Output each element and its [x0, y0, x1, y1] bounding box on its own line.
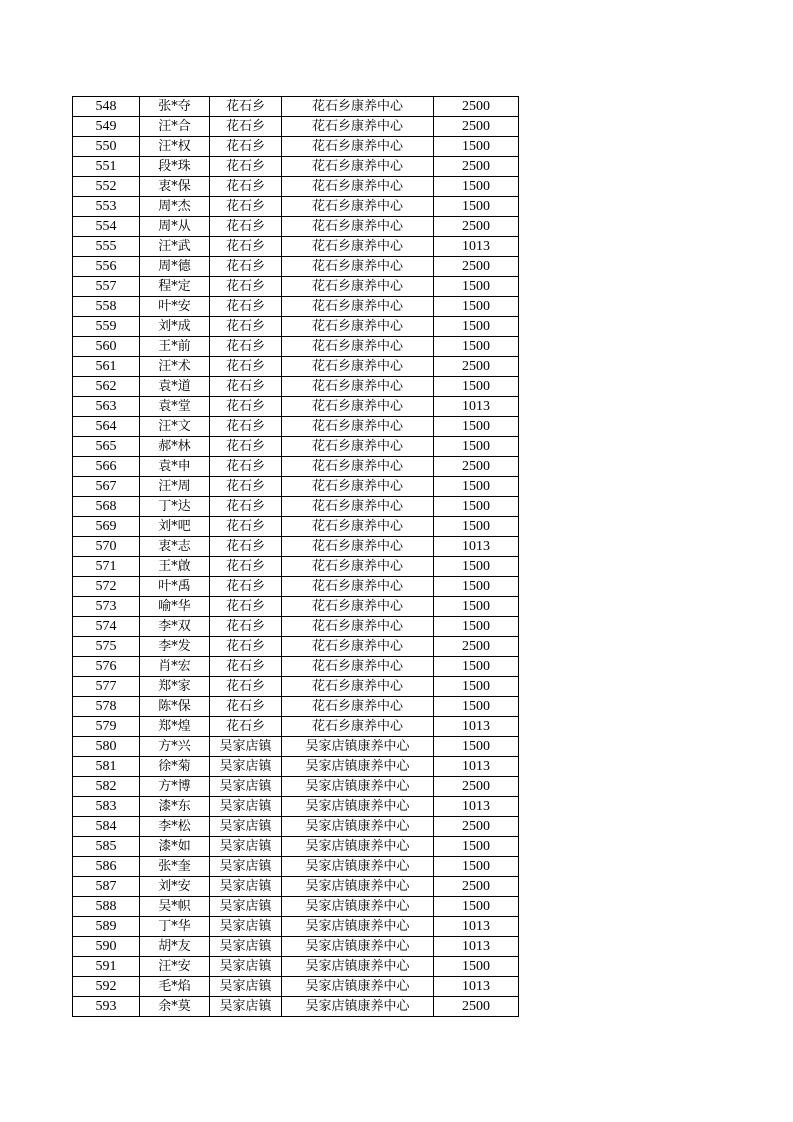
serial-number-cell: 576: [73, 657, 140, 677]
person-name-cell: 张*奎: [140, 857, 210, 877]
care-center-cell: 花石乡康养中心: [282, 697, 434, 717]
care-center-cell: 花石乡康养中心: [282, 377, 434, 397]
amount-cell: 2500: [434, 457, 519, 477]
township-cell: 花石乡: [210, 417, 282, 437]
person-name-cell: 衷*志: [140, 537, 210, 557]
township-cell: 吴家店镇: [210, 917, 282, 937]
table-row: [73, 477, 519, 497]
serial-number-cell: 583: [73, 797, 140, 817]
amount-cell: 2500: [434, 637, 519, 657]
person-name-cell: 郑*煌: [140, 717, 210, 737]
care-center-cell: 吴家店镇康养中心: [282, 957, 434, 977]
township-cell: 吴家店镇: [210, 977, 282, 997]
serial-number-cell: 553: [73, 197, 140, 217]
table-row: [73, 657, 519, 677]
care-center-cell: 花石乡康养中心: [282, 617, 434, 637]
table-row: [73, 257, 519, 277]
township-cell: 吴家店镇: [210, 757, 282, 777]
serial-number-cell: 555: [73, 237, 140, 257]
table-row: [73, 897, 519, 917]
township-cell: 花石乡: [210, 297, 282, 317]
person-name-cell: 张*夺: [140, 97, 210, 117]
care-center-cell: 吴家店镇康养中心: [282, 997, 434, 1017]
table-row: [73, 697, 519, 717]
amount-cell: 1500: [434, 337, 519, 357]
amount-cell: 1500: [434, 377, 519, 397]
serial-number-cell: 574: [73, 617, 140, 637]
person-name-cell: 吴*帜: [140, 897, 210, 917]
township-cell: 花石乡: [210, 257, 282, 277]
township-cell: 花石乡: [210, 137, 282, 157]
township-cell: 吴家店镇: [210, 817, 282, 837]
person-name-cell: 衷*保: [140, 177, 210, 197]
care-center-cell: 吴家店镇康养中心: [282, 977, 434, 997]
table-row: [73, 777, 519, 797]
person-name-cell: 李*双: [140, 617, 210, 637]
amount-cell: 1013: [434, 977, 519, 997]
care-center-cell: 花石乡康养中心: [282, 657, 434, 677]
table-row: [73, 97, 519, 117]
township-cell: 花石乡: [210, 717, 282, 737]
care-center-cell: 吴家店镇康养中心: [282, 917, 434, 937]
table-row: [73, 137, 519, 157]
township-cell: 吴家店镇: [210, 737, 282, 757]
care-center-cell: 花石乡康养中心: [282, 477, 434, 497]
roster-table: [72, 96, 519, 1017]
township-cell: 吴家店镇: [210, 857, 282, 877]
care-center-cell: 花石乡康养中心: [282, 137, 434, 157]
township-cell: 花石乡: [210, 477, 282, 497]
serial-number-cell: 559: [73, 317, 140, 337]
person-name-cell: 郑*家: [140, 677, 210, 697]
serial-number-cell: 578: [73, 697, 140, 717]
township-cell: 花石乡: [210, 337, 282, 357]
amount-cell: 2500: [434, 997, 519, 1017]
amount-cell: 2500: [434, 157, 519, 177]
amount-cell: 1013: [434, 537, 519, 557]
serial-number-cell: 590: [73, 937, 140, 957]
amount-cell: 1500: [434, 477, 519, 497]
amount-cell: 1013: [434, 397, 519, 417]
person-name-cell: 余*莫: [140, 997, 210, 1017]
care-center-cell: 花石乡康养中心: [282, 237, 434, 257]
township-cell: 吴家店镇: [210, 797, 282, 817]
township-cell: 花石乡: [210, 537, 282, 557]
person-name-cell: 袁*堂: [140, 397, 210, 417]
person-name-cell: 汪*文: [140, 417, 210, 437]
amount-cell: 1500: [434, 597, 519, 617]
person-name-cell: 方*兴: [140, 737, 210, 757]
amount-cell: 2500: [434, 117, 519, 137]
table-row: [73, 797, 519, 817]
township-cell: 吴家店镇: [210, 897, 282, 917]
table-row: [73, 237, 519, 257]
care-center-cell: 花石乡康养中心: [282, 577, 434, 597]
township-cell: 花石乡: [210, 117, 282, 137]
care-center-cell: 花石乡康养中心: [282, 637, 434, 657]
amount-cell: 2500: [434, 817, 519, 837]
serial-number-cell: 556: [73, 257, 140, 277]
table-row: [73, 557, 519, 577]
person-name-cell: 丁*华: [140, 917, 210, 937]
table-row: [73, 497, 519, 517]
amount-cell: 1500: [434, 677, 519, 697]
care-center-cell: 吴家店镇康养中心: [282, 777, 434, 797]
township-cell: 花石乡: [210, 317, 282, 337]
township-cell: 吴家店镇: [210, 877, 282, 897]
amount-cell: 1500: [434, 297, 519, 317]
serial-number-cell: 585: [73, 837, 140, 857]
table-row: [73, 397, 519, 417]
serial-number-cell: 588: [73, 897, 140, 917]
township-cell: 吴家店镇: [210, 997, 282, 1017]
township-cell: 花石乡: [210, 597, 282, 617]
serial-number-cell: 592: [73, 977, 140, 997]
person-name-cell: 周*杰: [140, 197, 210, 217]
care-center-cell: 吴家店镇康养中心: [282, 757, 434, 777]
person-name-cell: 喻*华: [140, 597, 210, 617]
person-name-cell: 周*从: [140, 217, 210, 237]
table-row: [73, 997, 519, 1017]
township-cell: 花石乡: [210, 97, 282, 117]
table-row: [73, 197, 519, 217]
person-name-cell: 郝*林: [140, 437, 210, 457]
township-cell: 吴家店镇: [210, 937, 282, 957]
table-row: [73, 297, 519, 317]
table-row: [73, 957, 519, 977]
serial-number-cell: 573: [73, 597, 140, 617]
care-center-cell: 花石乡康养中心: [282, 337, 434, 357]
care-center-cell: 花石乡康养中心: [282, 437, 434, 457]
serial-number-cell: 582: [73, 777, 140, 797]
township-cell: 花石乡: [210, 677, 282, 697]
table-row: [73, 737, 519, 757]
person-name-cell: 袁*申: [140, 457, 210, 477]
table-row: [73, 337, 519, 357]
care-center-cell: 吴家店镇康养中心: [282, 817, 434, 837]
person-name-cell: 汪*周: [140, 477, 210, 497]
amount-cell: 1500: [434, 197, 519, 217]
amount-cell: 1500: [434, 857, 519, 877]
care-center-cell: 花石乡康养中心: [282, 717, 434, 737]
person-name-cell: 周*德: [140, 257, 210, 277]
amount-cell: 2500: [434, 97, 519, 117]
township-cell: 花石乡: [210, 357, 282, 377]
care-center-cell: 花石乡康养中心: [282, 197, 434, 217]
amount-cell: 1500: [434, 897, 519, 917]
amount-cell: 1500: [434, 277, 519, 297]
amount-cell: 1500: [434, 317, 519, 337]
serial-number-cell: 554: [73, 217, 140, 237]
care-center-cell: 花石乡康养中心: [282, 357, 434, 377]
township-cell: 花石乡: [210, 497, 282, 517]
amount-cell: 1500: [434, 557, 519, 577]
care-center-cell: 吴家店镇康养中心: [282, 837, 434, 857]
table-row: [73, 837, 519, 857]
serial-number-cell: 562: [73, 377, 140, 397]
township-cell: 花石乡: [210, 177, 282, 197]
serial-number-cell: 571: [73, 557, 140, 577]
table-row: [73, 917, 519, 937]
person-name-cell: 刘*安: [140, 877, 210, 897]
township-cell: 吴家店镇: [210, 837, 282, 857]
amount-cell: 1500: [434, 417, 519, 437]
serial-number-cell: 557: [73, 277, 140, 297]
person-name-cell: 刘*成: [140, 317, 210, 337]
amount-cell: 1500: [434, 697, 519, 717]
township-cell: 花石乡: [210, 637, 282, 657]
amount-cell: 1500: [434, 437, 519, 457]
care-center-cell: 花石乡康养中心: [282, 397, 434, 417]
person-name-cell: 叶*安: [140, 297, 210, 317]
serial-number-cell: 558: [73, 297, 140, 317]
amount-cell: 1500: [434, 657, 519, 677]
serial-number-cell: 549: [73, 117, 140, 137]
person-name-cell: 李*松: [140, 817, 210, 837]
table-row: [73, 317, 519, 337]
table-row: [73, 857, 519, 877]
township-cell: 花石乡: [210, 517, 282, 537]
serial-number-cell: 575: [73, 637, 140, 657]
serial-number-cell: 591: [73, 957, 140, 977]
table-row: [73, 517, 519, 537]
care-center-cell: 花石乡康养中心: [282, 497, 434, 517]
person-name-cell: 袁*道: [140, 377, 210, 397]
person-name-cell: 汪*安: [140, 957, 210, 977]
serial-number-cell: 579: [73, 717, 140, 737]
care-center-cell: 花石乡康养中心: [282, 417, 434, 437]
amount-cell: 1013: [434, 717, 519, 737]
table-row: [73, 157, 519, 177]
care-center-cell: 花石乡康养中心: [282, 117, 434, 137]
serial-number-cell: 586: [73, 857, 140, 877]
table-row: [73, 617, 519, 637]
serial-number-cell: 552: [73, 177, 140, 197]
serial-number-cell: 570: [73, 537, 140, 557]
serial-number-cell: 564: [73, 417, 140, 437]
township-cell: 花石乡: [210, 217, 282, 237]
serial-number-cell: 593: [73, 997, 140, 1017]
serial-number-cell: 581: [73, 757, 140, 777]
table-row: [73, 677, 519, 697]
township-cell: 花石乡: [210, 157, 282, 177]
amount-cell: 1500: [434, 517, 519, 537]
serial-number-cell: 551: [73, 157, 140, 177]
township-cell: 吴家店镇: [210, 957, 282, 977]
amount-cell: 1500: [434, 837, 519, 857]
person-name-cell: 段*珠: [140, 157, 210, 177]
township-cell: 花石乡: [210, 577, 282, 597]
township-cell: 花石乡: [210, 277, 282, 297]
table-row: [73, 637, 519, 657]
township-cell: 花石乡: [210, 697, 282, 717]
serial-number-cell: 572: [73, 577, 140, 597]
person-name-cell: 汪*权: [140, 137, 210, 157]
serial-number-cell: 587: [73, 877, 140, 897]
table-row: [73, 537, 519, 557]
person-name-cell: 汪*术: [140, 357, 210, 377]
table-row: [73, 457, 519, 477]
person-name-cell: 刘*吧: [140, 517, 210, 537]
table-row: [73, 877, 519, 897]
serial-number-cell: 563: [73, 397, 140, 417]
table-row: [73, 937, 519, 957]
serial-number-cell: 589: [73, 917, 140, 937]
serial-number-cell: 568: [73, 497, 140, 517]
person-name-cell: 徐*菊: [140, 757, 210, 777]
serial-number-cell: 565: [73, 437, 140, 457]
serial-number-cell: 580: [73, 737, 140, 757]
person-name-cell: 叶*禹: [140, 577, 210, 597]
township-cell: 花石乡: [210, 237, 282, 257]
township-cell: 吴家店镇: [210, 777, 282, 797]
amount-cell: 2500: [434, 877, 519, 897]
care-center-cell: 吴家店镇康养中心: [282, 797, 434, 817]
care-center-cell: 花石乡康养中心: [282, 557, 434, 577]
township-cell: 花石乡: [210, 377, 282, 397]
amount-cell: 1500: [434, 737, 519, 757]
serial-number-cell: 566: [73, 457, 140, 477]
table-row: [73, 117, 519, 137]
care-center-cell: 花石乡康养中心: [282, 457, 434, 477]
amount-cell: 2500: [434, 217, 519, 237]
person-name-cell: 汪*武: [140, 237, 210, 257]
amount-cell: 1013: [434, 937, 519, 957]
person-name-cell: 丁*达: [140, 497, 210, 517]
care-center-cell: 花石乡康养中心: [282, 597, 434, 617]
table-row: [73, 437, 519, 457]
care-center-cell: 花石乡康养中心: [282, 677, 434, 697]
table-row: [73, 377, 519, 397]
amount-cell: 1500: [434, 137, 519, 157]
serial-number-cell: 569: [73, 517, 140, 537]
table-row: [73, 177, 519, 197]
township-cell: 花石乡: [210, 557, 282, 577]
township-cell: 花石乡: [210, 457, 282, 477]
care-center-cell: 花石乡康养中心: [282, 217, 434, 237]
person-name-cell: 陈*保: [140, 697, 210, 717]
township-cell: 花石乡: [210, 197, 282, 217]
amount-cell: 2500: [434, 777, 519, 797]
township-cell: 花石乡: [210, 657, 282, 677]
table-row: [73, 817, 519, 837]
person-name-cell: 李*发: [140, 637, 210, 657]
amount-cell: 1500: [434, 577, 519, 597]
person-name-cell: 胡*友: [140, 937, 210, 957]
amount-cell: 1013: [434, 797, 519, 817]
person-name-cell: 王*啟: [140, 557, 210, 577]
amount-cell: 1013: [434, 757, 519, 777]
person-name-cell: 王*前: [140, 337, 210, 357]
table-row: [73, 357, 519, 377]
person-name-cell: 漆*如: [140, 837, 210, 857]
serial-number-cell: 567: [73, 477, 140, 497]
amount-cell: 1500: [434, 177, 519, 197]
table-row: [73, 597, 519, 617]
care-center-cell: 花石乡康养中心: [282, 97, 434, 117]
table-row: [73, 217, 519, 237]
care-center-cell: 吴家店镇康养中心: [282, 897, 434, 917]
serial-number-cell: 560: [73, 337, 140, 357]
table-row: [73, 717, 519, 737]
table-row: [73, 277, 519, 297]
person-name-cell: 肖*宏: [140, 657, 210, 677]
person-name-cell: 汪*合: [140, 117, 210, 137]
care-center-cell: 花石乡康养中心: [282, 177, 434, 197]
care-center-cell: 花石乡康养中心: [282, 297, 434, 317]
care-center-cell: 花石乡康养中心: [282, 517, 434, 537]
table-row: [73, 577, 519, 597]
person-name-cell: 漆*东: [140, 797, 210, 817]
table-row: [73, 757, 519, 777]
table-row: [73, 977, 519, 997]
amount-cell: 1500: [434, 617, 519, 637]
care-center-cell: 吴家店镇康养中心: [282, 877, 434, 897]
township-cell: 花石乡: [210, 437, 282, 457]
care-center-cell: 吴家店镇康养中心: [282, 937, 434, 957]
serial-number-cell: 548: [73, 97, 140, 117]
serial-number-cell: 550: [73, 137, 140, 157]
person-name-cell: 毛*焰: [140, 977, 210, 997]
care-center-cell: 吴家店镇康养中心: [282, 857, 434, 877]
amount-cell: 1013: [434, 917, 519, 937]
amount-cell: 1500: [434, 497, 519, 517]
township-cell: 花石乡: [210, 617, 282, 637]
serial-number-cell: 561: [73, 357, 140, 377]
township-cell: 花石乡: [210, 397, 282, 417]
care-center-cell: 花石乡康养中心: [282, 317, 434, 337]
amount-cell: 1013: [434, 237, 519, 257]
care-center-cell: 花石乡康养中心: [282, 257, 434, 277]
roster-table-body: [73, 97, 519, 1017]
care-center-cell: 花石乡康养中心: [282, 537, 434, 557]
care-center-cell: 吴家店镇康养中心: [282, 737, 434, 757]
person-name-cell: 方*博: [140, 777, 210, 797]
care-center-cell: 花石乡康养中心: [282, 157, 434, 177]
care-center-cell: 花石乡康养中心: [282, 277, 434, 297]
amount-cell: 2500: [434, 357, 519, 377]
serial-number-cell: 577: [73, 677, 140, 697]
person-name-cell: 程*定: [140, 277, 210, 297]
amount-cell: 2500: [434, 257, 519, 277]
serial-number-cell: 584: [73, 817, 140, 837]
table-row: [73, 417, 519, 437]
amount-cell: 1500: [434, 957, 519, 977]
